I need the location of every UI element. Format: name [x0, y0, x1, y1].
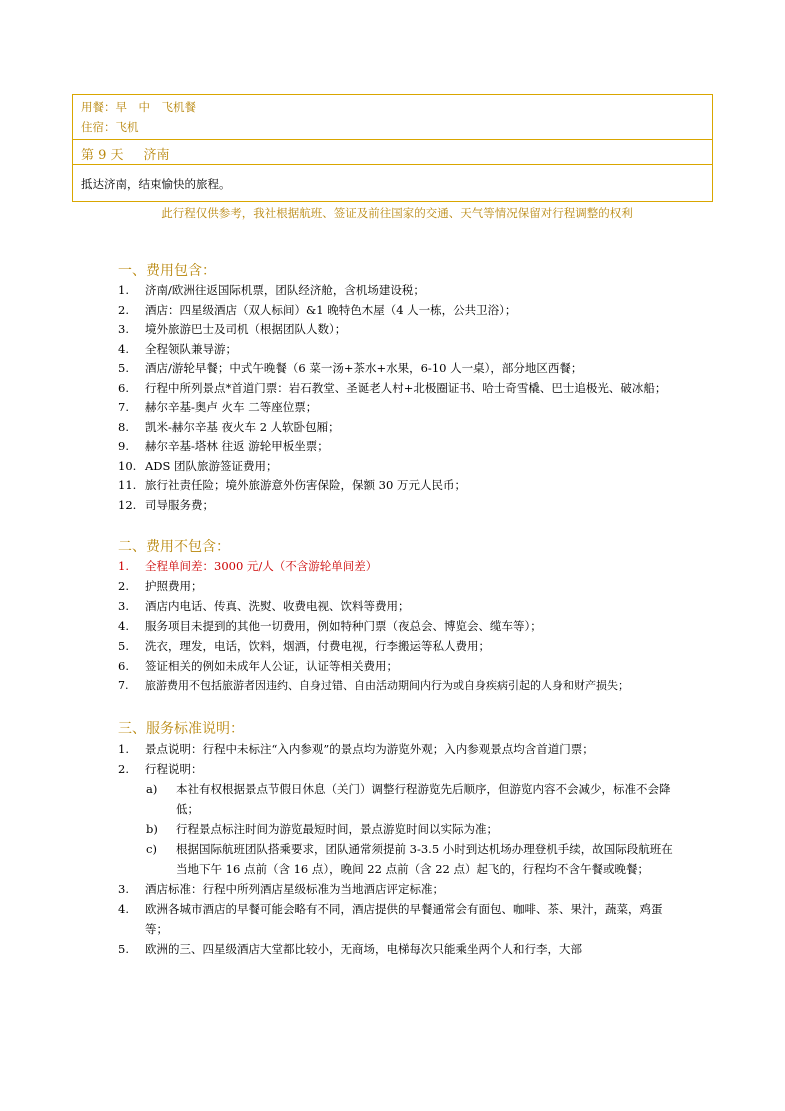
- list-subitem: b) 行程景点标注时间为游览最短时间，景点游览时间以实际为准；: [146, 822, 498, 836]
- list-item: 2. 护照费用；: [118, 579, 203, 593]
- list-item: 12. 司导服务费；: [118, 497, 214, 512]
- list-item: 3. 酒店标准：行程中所列酒店星级标准为当地酒店评定标准；: [118, 882, 444, 896]
- list-item: 2. 酒店：四星级酒店（双人标间）&1 晚特色木屋（4 人一栋，公共卫浴）；: [118, 302, 517, 317]
- include-title: 一、费用包含：: [118, 263, 216, 279]
- day-description: 抵达济南，结束愉快的旅程。: [81, 177, 231, 191]
- meals-text: 用餐：早 中 飞机餐: [81, 100, 196, 114]
- list-item: 4. 服务项目未提到的其他一切费用，例如特种门票（夜总会、博览会、缆车等）；: [118, 619, 542, 633]
- list-item: 10. ADS 团队旅游签证费用；: [118, 458, 278, 473]
- list-item: 1. 景点说明：行程中未标注“入内参观”的景点均为游览外观；入内参观景点均含首道门票；: [118, 742, 594, 756]
- list-item: 6. 行程中所列景点*首道门票：岩石教堂、圣诞老人村+北极圈证书、哈士奇雪橇、巴士追极光、破冰船；: [118, 380, 667, 395]
- day-header: [81, 144, 170, 163]
- day-header-row: [73, 140, 712, 165]
- list-item: 9. 赫尔辛基-塔林 往返 游轮甲板坐票；: [118, 439, 329, 453]
- list-item: 5. 酒店/游轮早餐；中式午晚餐（6 菜一汤+茶水+水果，6-10 人一桌），部分地区西餐；: [118, 361, 583, 375]
- list-item: 3. 境外旅游巴士及司机（根据团队人数）；: [118, 322, 347, 336]
- service-list: [118, 739, 678, 959]
- list-item: 2. 行程说明：: [118, 762, 203, 776]
- list-subitem: a) 本社有权根据景点节假日休息（关门）调整行程游览先后顺序，但游览内容不会减少，标准不会降低；: [146, 782, 671, 816]
- meals-stay-row: [73, 95, 712, 140]
- list-item: 6. 签证相关的例如未成年人公证，认证等相关费用；: [118, 659, 398, 673]
- list-item: 11. 旅行社责任险；境外旅游意外伤害保险，保额 30 万元人民币；: [118, 478, 466, 492]
- itinerary-note: 此行程仅供参考，我社根据航班、签证及前往国家的交通、天气等情况保留对行程调整的权利: [161, 206, 633, 220]
- service-title: 三、服务标准说明：: [118, 721, 244, 737]
- list-item: 7. 旅游费用不包括旅游者因违约、自身过错、自由活动期间内行为或自身疾病引起的人身和财产损失；: [118, 679, 629, 692]
- list-item: 3. 酒店内电话、传真、洗熨、收费电视、饮料等费用；: [118, 599, 410, 613]
- itinerary-box: [72, 94, 713, 202]
- day-label: 第 9 天: [81, 148, 124, 163]
- list-item: 5. 欧洲的三、四星级酒店大堂都比较小，无商场，电梯每次只能乘坐两个人和行李，大部: [118, 942, 582, 956]
- list-item: 7. 赫尔辛基-奥卢 火车 二等座位票；: [118, 400, 318, 414]
- day-desc-row: [73, 165, 712, 201]
- list-item: 1. 济南/欧洲往返国际机票，团队经济舱，含机场建设税；: [118, 283, 425, 297]
- exclude-title: 二、费用不包含：: [118, 539, 230, 555]
- list-item: 4. 欧洲各城市酒店的早餐可能会略有不同，酒店提供的早餐通常会有面包、咖啡、茶、果汁，蔬菜，鸡蛋等；: [118, 902, 663, 936]
- list-item: 5. 洗衣，理发，电话，饮料，烟酒，付费电视，行李搬运等私人费用；: [118, 639, 490, 653]
- include-list: [118, 281, 758, 515]
- list-item: 4. 全程领队兼导游；: [118, 341, 237, 356]
- list-item: 1. 全程单间差：3000 元/人（不含游轮单间差）: [118, 559, 378, 573]
- exclude-list: [118, 556, 758, 696]
- stay-text: 住宿：飞机: [81, 120, 139, 134]
- list-subitem: c) 根据国际航班团队搭乘要求，团队通常须提前 3-3.5 小时到达机场办理登机手续，故国际段航班在当地下午 16 点前（含 16 点），晚间 22 点前（含 22 点）起飞的，行程均不含午餐或晚餐；: [146, 842, 673, 876]
- day-city: 济南: [143, 148, 170, 163]
- list-item: 8. 凯米-赫尔辛基 夜火车 2 人软卧包厢；: [118, 419, 340, 434]
